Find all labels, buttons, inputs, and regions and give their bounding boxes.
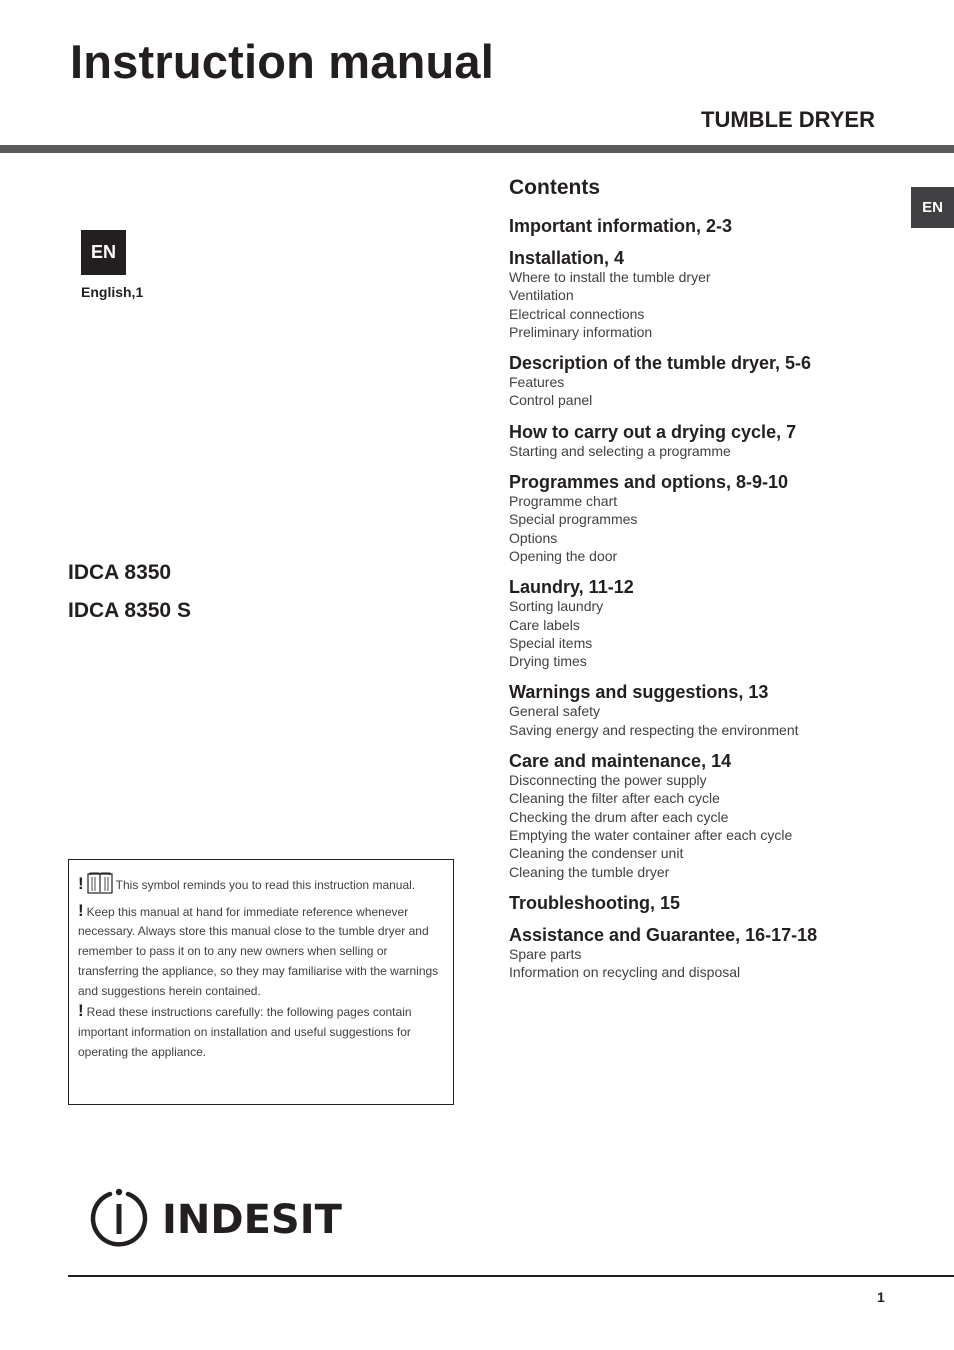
language-badge[interactable]: EN	[81, 230, 126, 275]
contents-subitem[interactable]: Checking the drum after each cycle	[509, 808, 729, 825]
contents-subitem[interactable]: Preliminary information	[509, 323, 653, 340]
contents-section-title[interactable]: Warnings and suggestions, 13	[509, 682, 769, 703]
contents-section	[509, 422, 929, 460]
indesit-logo-icon	[88, 1186, 150, 1253]
contents-subitem[interactable]: Drying times	[509, 653, 587, 670]
contents-section	[509, 248, 929, 341]
contents-subitems	[509, 771, 929, 881]
notice-paragraph	[78, 1001, 441, 1062]
contents-subitems	[509, 492, 929, 565]
contents-section-title[interactable]: Installation, 4	[509, 248, 625, 268]
contents-section-title[interactable]: Care and maintenance, 14	[509, 751, 732, 772]
contents-section-title[interactable]: Assistance and Guarantee, 16-17-18	[509, 924, 818, 945]
exclamation-icon: !	[78, 874, 84, 893]
contents-subitem[interactable]: Cleaning the tumble dryer	[509, 863, 670, 880]
contents-subitem[interactable]: Special items	[509, 634, 593, 651]
notice-text: Read these instructions carefully: the following pages contain important information on installation and useful suggestions for operating the appliance.	[78, 1005, 412, 1059]
contents-section	[509, 577, 929, 670]
contents-subitem[interactable]: General safety	[509, 703, 601, 720]
contents-section	[509, 925, 929, 982]
contents-subitem[interactable]: Cleaning the filter after each cycle	[509, 790, 720, 807]
contents-subitem[interactable]: Where to install the tumble dryer	[509, 269, 711, 285]
contents-subitem[interactable]: Special programmes	[509, 511, 638, 528]
contents-subitem[interactable]: Information on recycling and disposal	[509, 964, 741, 981]
contents-section	[509, 216, 929, 236]
header-divider	[0, 145, 954, 153]
document-title: Instruction manual	[70, 35, 495, 88]
contents-subitem[interactable]: Programme chart	[509, 493, 618, 510]
exclamation-icon: !	[78, 900, 84, 920]
contents-subitem[interactable]: Cleaning the condenser unit	[509, 845, 684, 862]
contents-subitems	[509, 945, 929, 982]
contents-subitem[interactable]: Control panel	[509, 392, 593, 409]
product-type: TUMBLE DRYER	[701, 107, 875, 132]
model-name: IDCA 8350 S	[68, 599, 191, 622]
contents-section-title[interactable]: Laundry, 11-12	[509, 577, 634, 598]
notice-text: Keep this manual at hand for immediate reference whenever necessary. Always store this manual close to the tumble dryer and remember to pass it on to any new owners when selling or transferring the appliance, so they may familiarise with the warnings and suggestions herein contained.	[78, 904, 439, 998]
contents-section	[509, 751, 929, 881]
contents-subitem[interactable]: Saving energy and respecting the environment	[509, 721, 799, 738]
contents-section-title[interactable]: Troubleshooting, 15	[509, 892, 681, 913]
contents-subitems	[509, 442, 929, 460]
contents-subitem[interactable]: Starting and selecting a programme	[509, 442, 731, 459]
exclamation-icon: !	[78, 1001, 84, 1021]
contents-subitem[interactable]: Emptying the water container after each cycle	[509, 826, 793, 843]
contents-subitem[interactable]: Opening the door	[509, 547, 618, 564]
notice-box	[68, 859, 454, 1105]
contents-subitem[interactable]: Care labels	[509, 616, 580, 633]
contents-section	[509, 893, 929, 913]
contents-subitem[interactable]: Spare parts	[509, 945, 582, 962]
language-caption: English,1	[81, 284, 144, 300]
contents-section	[509, 682, 929, 739]
notice-paragraph	[78, 872, 441, 901]
book-icon	[87, 872, 113, 901]
contents-section-title[interactable]: Programmes and options, 8-9-10	[509, 472, 789, 493]
contents-subitems	[509, 597, 929, 670]
contents-section	[509, 353, 929, 410]
contents-subitem[interactable]: Options	[509, 529, 558, 546]
contents-title: Contents	[509, 176, 600, 199]
notice-paragraph	[78, 901, 441, 1002]
footer-divider	[68, 1275, 954, 1277]
contents-sections	[509, 216, 929, 981]
contents-subitem[interactable]: Features	[509, 374, 565, 391]
model-name: IDCA 8350	[68, 561, 172, 584]
contents-section	[509, 472, 929, 565]
brand-logo	[88, 1186, 342, 1253]
notice-text: This symbol reminds you to read this instruction manual.	[115, 878, 416, 892]
contents-subitems	[509, 268, 929, 341]
contents-subitem[interactable]: Sorting laundry	[509, 598, 604, 615]
language-side-tab: EN	[911, 187, 954, 228]
table-of-contents	[509, 174, 929, 993]
contents-subitem[interactable]: Ventilation	[509, 287, 574, 304]
contents-subitem[interactable]: Electrical connections	[509, 305, 645, 322]
contents-subitems	[509, 373, 929, 410]
contents-section-title[interactable]: Description of the tumble dryer, 5-6	[509, 353, 812, 374]
contents-subitem[interactable]: Disconnecting the power supply	[509, 772, 707, 789]
contents-section-title[interactable]: How to carry out a drying cycle, 7	[509, 421, 797, 442]
page-number: 1	[877, 1289, 885, 1305]
contents-section-title[interactable]: Important information, 2-3	[509, 216, 733, 236]
contents-subitems	[509, 702, 929, 739]
brand-name: INDESIT	[162, 1196, 342, 1243]
